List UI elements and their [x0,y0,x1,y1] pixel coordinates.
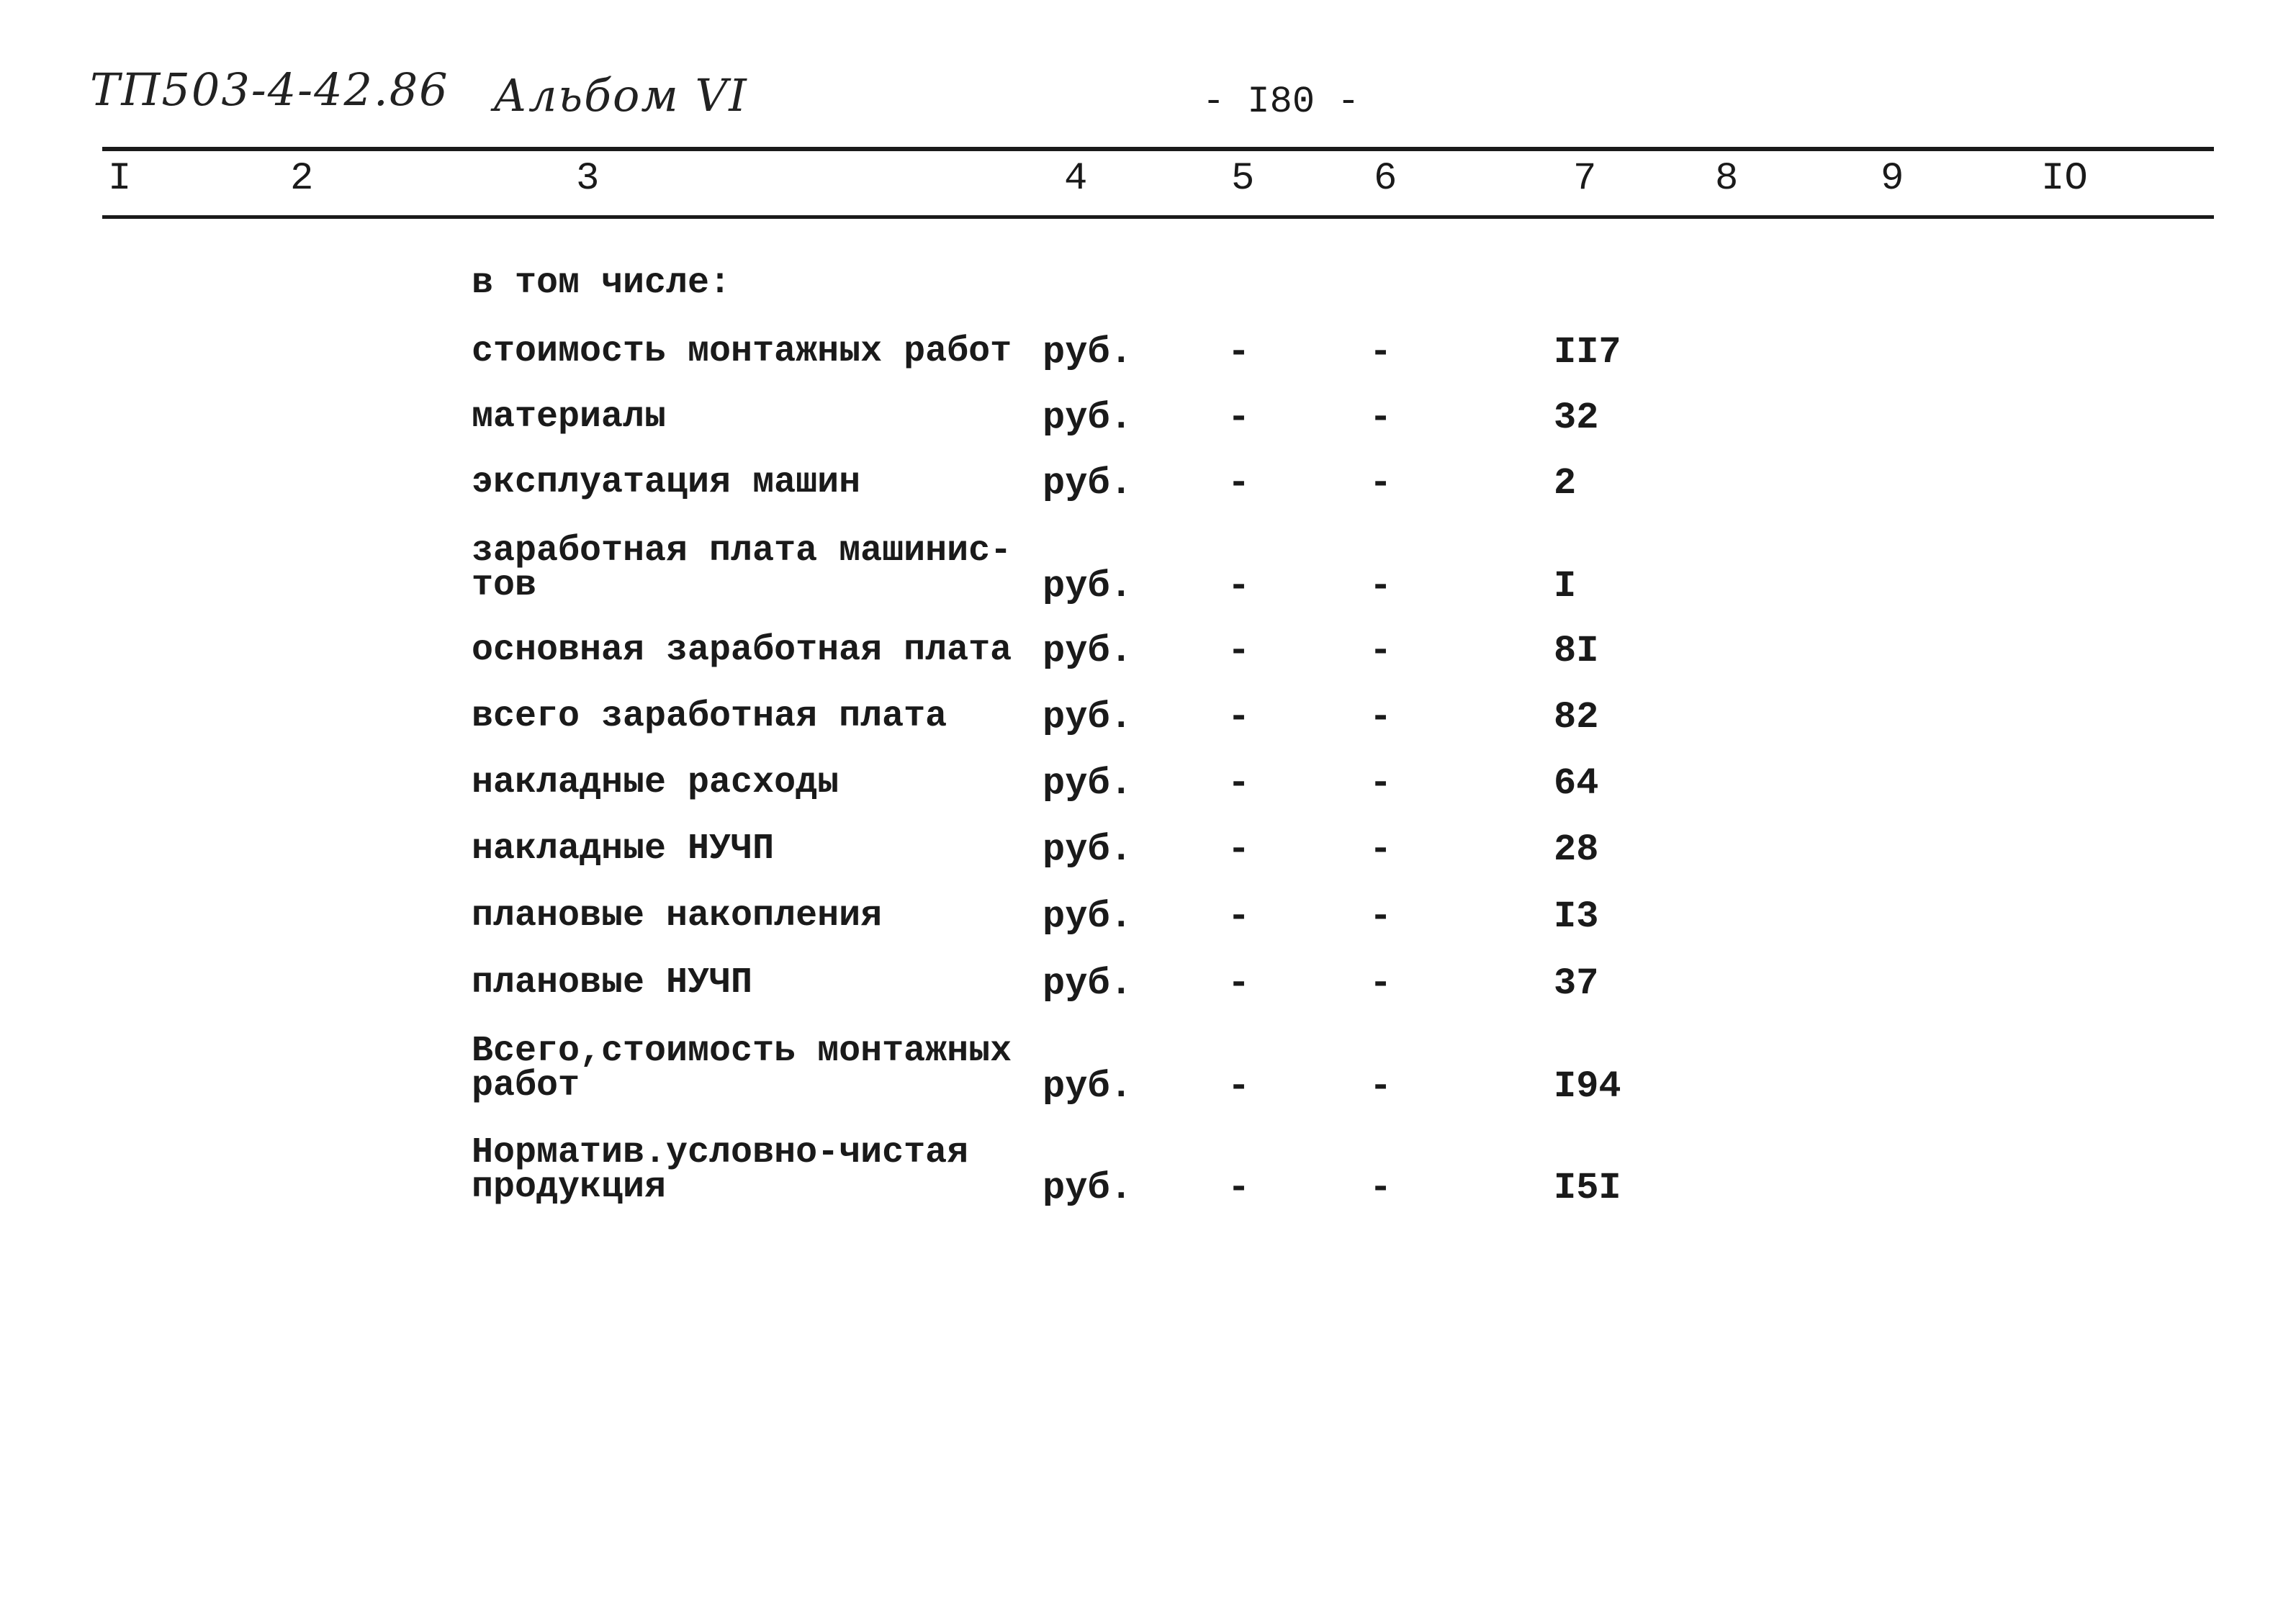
row-unit: руб. [1043,331,1133,374]
row-name: стоимость монтажных работ [472,331,1012,372]
row-name-continuation: работ [472,1065,580,1106]
row-name: накладные НУЧП [472,829,775,870]
row-col5: - [1228,962,1251,1005]
col-number-10: IO [2041,157,2088,201]
row-col7: 37 [1554,962,1599,1005]
row-col6: - [1369,1167,1392,1209]
table-top-rule [102,147,2214,151]
row-unit: руб. [1043,565,1133,608]
row-unit: руб. [1043,630,1133,672]
row-col6: - [1369,565,1392,608]
row-col6: - [1369,829,1392,871]
row-col5: - [1228,1167,1251,1209]
row-name: эксплуатация машин [472,462,861,503]
row-col7: I [1554,565,1577,608]
row-col6: - [1369,397,1392,439]
row-col5: - [1228,1065,1251,1108]
row-unit: руб. [1043,1167,1133,1209]
col-number-5: 5 [1231,157,1255,201]
row-col7: I3 [1554,895,1599,938]
row-unit: руб. [1043,962,1133,1005]
row-col6: - [1369,462,1392,505]
col-number-8: 8 [1715,157,1739,201]
row-col5: - [1228,462,1251,505]
row-col6: - [1369,630,1392,672]
table-header-rule [102,215,2214,219]
row-col5: - [1228,829,1251,871]
row-name: основная заработная плата [472,630,1012,671]
row-name: накладные расходы [472,762,839,803]
row-col7: 8I [1554,630,1599,672]
col-number-7: 7 [1573,157,1597,201]
page-number: - I80 - [1202,81,1360,123]
row-col7: 32 [1554,397,1599,439]
row-name: плановые НУЧП [472,962,753,1003]
subheading: в том числе: [472,263,731,304]
row-name: материалы [472,397,667,438]
row-col6: - [1369,1065,1392,1108]
doc-code: ТП503-4-42.86 [90,63,449,116]
row-col7: I5I [1554,1167,1621,1209]
row-name-continuation: тов [472,565,537,606]
col-number-1: I [108,157,132,201]
row-unit: руб. [1043,462,1133,505]
row-col5: - [1228,696,1251,739]
row-col7: 64 [1554,762,1599,805]
row-unit: руб. [1043,1065,1133,1108]
row-name-continuation: продукция [472,1167,667,1208]
row-unit: руб. [1043,696,1133,739]
row-col6: - [1369,895,1392,938]
row-col5: - [1228,630,1251,672]
row-name: плановые накопления [472,895,883,936]
row-unit: руб. [1043,895,1133,938]
col-number-9: 9 [1881,157,1904,201]
col-number-4: 4 [1064,157,1088,201]
row-col7: 28 [1554,829,1599,871]
row-col5: - [1228,895,1251,938]
row-unit: руб. [1043,397,1133,439]
row-col6: - [1369,696,1392,739]
row-col6: - [1369,762,1392,805]
row-unit: руб. [1043,829,1133,871]
row-col7: I94 [1554,1065,1621,1108]
row-col7: II7 [1554,331,1621,374]
row-col6: - [1369,331,1392,374]
row-col7: 82 [1554,696,1599,739]
col-number-2: 2 [290,157,314,201]
col-number-3: 3 [576,157,600,201]
row-col5: - [1228,397,1251,439]
row-name: Всего,стоимость монтажных [472,1031,1012,1072]
col-number-6: 6 [1374,157,1397,201]
row-col7: 2 [1554,462,1577,505]
row-col5: - [1228,565,1251,608]
row-col5: - [1228,331,1251,374]
row-name: Норматив.условно-чистая [472,1132,969,1173]
row-unit: руб. [1043,762,1133,805]
row-col6: - [1369,962,1392,1005]
row-col5: - [1228,762,1251,805]
row-name: заработная плата машинис- [472,531,1012,572]
row-name: всего заработная плата [472,696,947,737]
album-label: Альбом VI [493,69,748,122]
